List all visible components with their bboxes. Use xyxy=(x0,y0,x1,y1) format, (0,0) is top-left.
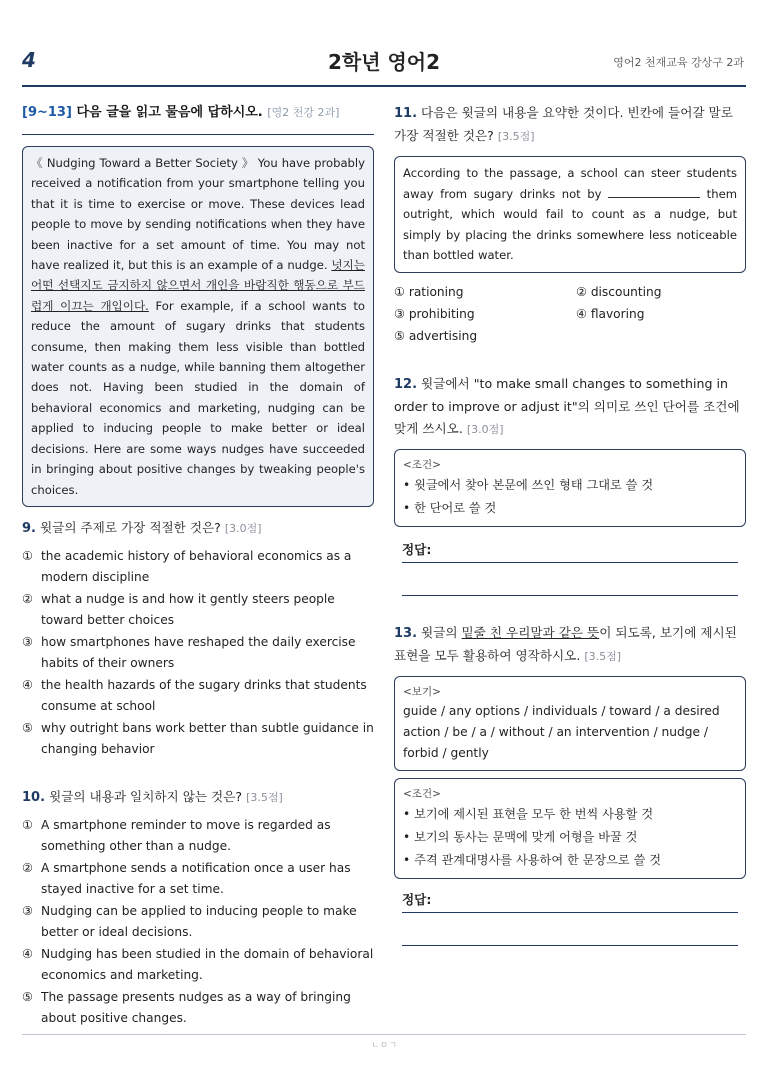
q9-text: 윗글의 주제로 가장 적절한 것은? xyxy=(40,519,221,535)
q13-text-underlined: 밑줄 친 우리말과 같은 뜻 xyxy=(461,624,600,640)
q13-conditions-title: <조건> xyxy=(403,787,441,800)
header-divider xyxy=(22,85,746,87)
option-text: discounting xyxy=(590,284,662,299)
q13-text-post: 이 되도록, 보기에 제시된 표현을 모두 활용하여 영작하시오. xyxy=(394,624,737,663)
q13-answer-line-2[interactable] xyxy=(402,945,738,946)
q11-number: 11. xyxy=(394,106,418,121)
q12-answer-label: 정답: xyxy=(402,541,432,557)
q11-summary-part1: According to the passage, a school can steer students away from sugary drinks not by xyxy=(403,166,737,201)
option-text: the health hazards of the sugary drinks that students consume at school xyxy=(41,677,367,713)
q13-bogi-words: guide / any options / individuals / toward / a desired action / be / a / without / an intervention / nudge / forbid / gently xyxy=(403,703,720,760)
q12-conditions-title: <조건> xyxy=(403,458,441,471)
q10-text: 윗글의 내용과 일치하지 않는 것은? xyxy=(49,788,243,804)
q12-answer-line-2[interactable] xyxy=(402,595,738,596)
q13-conditions-box xyxy=(394,778,746,879)
left-column xyxy=(22,102,374,1029)
option-number: ⑤ xyxy=(22,989,33,1004)
q10-option-5[interactable] xyxy=(22,987,374,1029)
q11-option-2[interactable] xyxy=(576,281,746,303)
q9-option-4[interactable] xyxy=(22,675,374,717)
page-title: 2학년 영어2 xyxy=(327,50,441,74)
q11-option-3[interactable] xyxy=(394,303,576,325)
option-number: ① xyxy=(22,548,33,563)
q12-condition-2: • 한 단어로 쓸 것 xyxy=(403,500,497,515)
question-13 xyxy=(394,622,746,668)
question-9 xyxy=(22,517,374,540)
option-number: ④ xyxy=(22,677,33,692)
q11-summary-part2: them outright, which would fail to count as a nudge, but simply by placing the drinks somewhere less noticeable than bottled water. xyxy=(403,186,737,262)
option-text: flavoring xyxy=(590,306,645,321)
header-right-label: 영어2 천재교육 강상구 2과 xyxy=(613,56,744,69)
q9-option-5[interactable] xyxy=(22,718,374,760)
right-column xyxy=(394,102,746,946)
q9-option-1[interactable] xyxy=(22,546,374,588)
section-heading xyxy=(22,102,374,135)
q13-answer-label: 정답: xyxy=(402,891,432,907)
q9-number: 9. xyxy=(22,520,36,536)
option-text: Nudging has been studied in the domain of behavioral economics and marketing. xyxy=(41,946,374,982)
q10-option-1[interactable] xyxy=(22,815,374,857)
passage-underlined: 넛지는 어떤 선택지도 금지하지 않으면서 개인을 바람직한 행동으로 부드럽게 이끄는 개입이다. xyxy=(31,258,365,313)
q10-points: [3.5점] xyxy=(246,790,283,804)
option-text: The passage presents nudges as a way of bringing about positive changes. xyxy=(41,989,351,1025)
q12-points: [3.0점] xyxy=(466,422,504,436)
passage-part2: For example, if a school wants to reduce the amount of sugary drinks that students consume, then making them less visible than bottled water counts as a nudge, while banning them altogether does not. Having been studied in the domain of behavioral economics and marketing, nudging can be applied to inducing people to make better or ideal decisions. Here are some ways nudges have succeeded in bringing about positive changes by tweaking people's choices. xyxy=(31,298,365,497)
q10-option-2[interactable] xyxy=(22,858,374,900)
option-text: advertising xyxy=(408,328,478,343)
footer-divider xyxy=(22,1034,746,1035)
option-number: ③ xyxy=(394,306,405,321)
q10-option-4[interactable] xyxy=(22,944,374,986)
option-number: ⑤ xyxy=(394,328,405,343)
q13-answer-line-1[interactable] xyxy=(402,912,738,913)
option-number: ② xyxy=(22,591,33,606)
option-number: ④ xyxy=(22,946,33,961)
question-10 xyxy=(22,786,374,809)
option-text: Nudging can be applied to inducing people to make better or ideal decisions. xyxy=(41,903,357,939)
q13-points: [3.5점] xyxy=(584,649,622,663)
page-number: 4 xyxy=(22,48,36,72)
option-text: what a nudge is and how it gently steers people toward better choices xyxy=(41,591,335,627)
q11-option-4[interactable] xyxy=(576,303,746,325)
q13-condition-1: • 보기에 제시된 표현을 모두 한 번씩 사용할 것 xyxy=(403,806,654,821)
q12-condition-1: • 윗글에서 찾아 본문에 쓰인 형태 그대로 쓸 것 xyxy=(403,477,654,492)
option-number: ⑤ xyxy=(22,720,33,735)
section-instruction: 다음 글을 읽고 물음에 답하시오. xyxy=(76,105,263,120)
passage-part1: 《 Nudging Toward a Better Society 》 You have probably received a notification from your smartphone telling you that it is time to exercise or move. These devices lead people to move by sending notifications when they have been inactive for a set amount of time. You may not have realized it, but this is an example of a nudge. xyxy=(31,156,365,273)
option-text: prohibiting xyxy=(408,306,475,321)
q12-conditions-box xyxy=(394,449,746,527)
q11-blank xyxy=(608,187,700,198)
option-text: how smartphones have reshaped the daily exercise habits of their owners xyxy=(41,634,356,670)
q10-option-3[interactable] xyxy=(22,901,374,943)
q11-text: 다음은 윗글의 내용을 요약한 것이다. 빈칸에 들어갈 말로 가장 적절한 것은? xyxy=(394,105,733,143)
question-12 xyxy=(394,373,746,441)
option-text: A smartphone reminder to move is regarded as something other than a nudge. xyxy=(41,817,331,853)
q11-options xyxy=(394,281,746,347)
option-number: ② xyxy=(22,860,33,875)
option-text: why outright bans work better than subtle guidance in changing behavior xyxy=(41,720,374,756)
q13-condition-2: • 보기의 동사는 문맥에 맞게 어형을 바꿀 것 xyxy=(403,829,638,844)
q9-option-3[interactable] xyxy=(22,632,374,674)
option-text: the academic history of behavioral economics as a modern discipline xyxy=(41,548,352,584)
q12-text: 윗글에서 "to make small changes to something in order to improve or adjust it"의 의미로 쓰인 단어를 조건에 맞게 쓰시오. xyxy=(394,375,740,436)
q10-options xyxy=(22,815,374,1029)
option-number: ③ xyxy=(22,634,33,649)
q11-option-5[interactable] xyxy=(394,325,576,347)
footer-mark: ㄴㅇㄱ xyxy=(370,1041,398,1051)
q12-number: 12. xyxy=(394,376,418,392)
section-range: [9~13] xyxy=(22,105,72,120)
q11-summary-box xyxy=(394,156,746,273)
question-11 xyxy=(394,102,746,148)
q9-option-2[interactable] xyxy=(22,589,374,631)
reading-passage xyxy=(22,146,374,507)
q13-condition-3: • 주격 관계대명사를 사용하여 한 문장으로 쓸 것 xyxy=(403,852,661,867)
option-number: ① xyxy=(22,817,33,832)
q9-points: [3.0점] xyxy=(224,521,262,535)
q9-options xyxy=(22,546,374,760)
section-source: [영2 천강 2과] xyxy=(267,106,340,119)
q13-number: 13. xyxy=(394,625,418,641)
q11-option-1[interactable] xyxy=(394,281,576,303)
option-text: rationing xyxy=(408,284,464,299)
option-number: ③ xyxy=(22,903,33,918)
option-number: ④ xyxy=(576,306,587,321)
q12-answer-line-1[interactable] xyxy=(402,562,738,563)
option-number: ① xyxy=(394,284,405,299)
q11-points: [3.5점] xyxy=(497,130,535,143)
option-text: A smartphone sends a notification once a user has stayed inactive for a set time. xyxy=(41,860,351,896)
q10-number: 10. xyxy=(22,789,46,805)
q13-bogi-box xyxy=(394,676,746,771)
q13-bogi-title: <보기> xyxy=(403,685,441,698)
q13-text-pre: 윗글의 xyxy=(421,624,462,640)
option-number: ② xyxy=(576,284,587,299)
